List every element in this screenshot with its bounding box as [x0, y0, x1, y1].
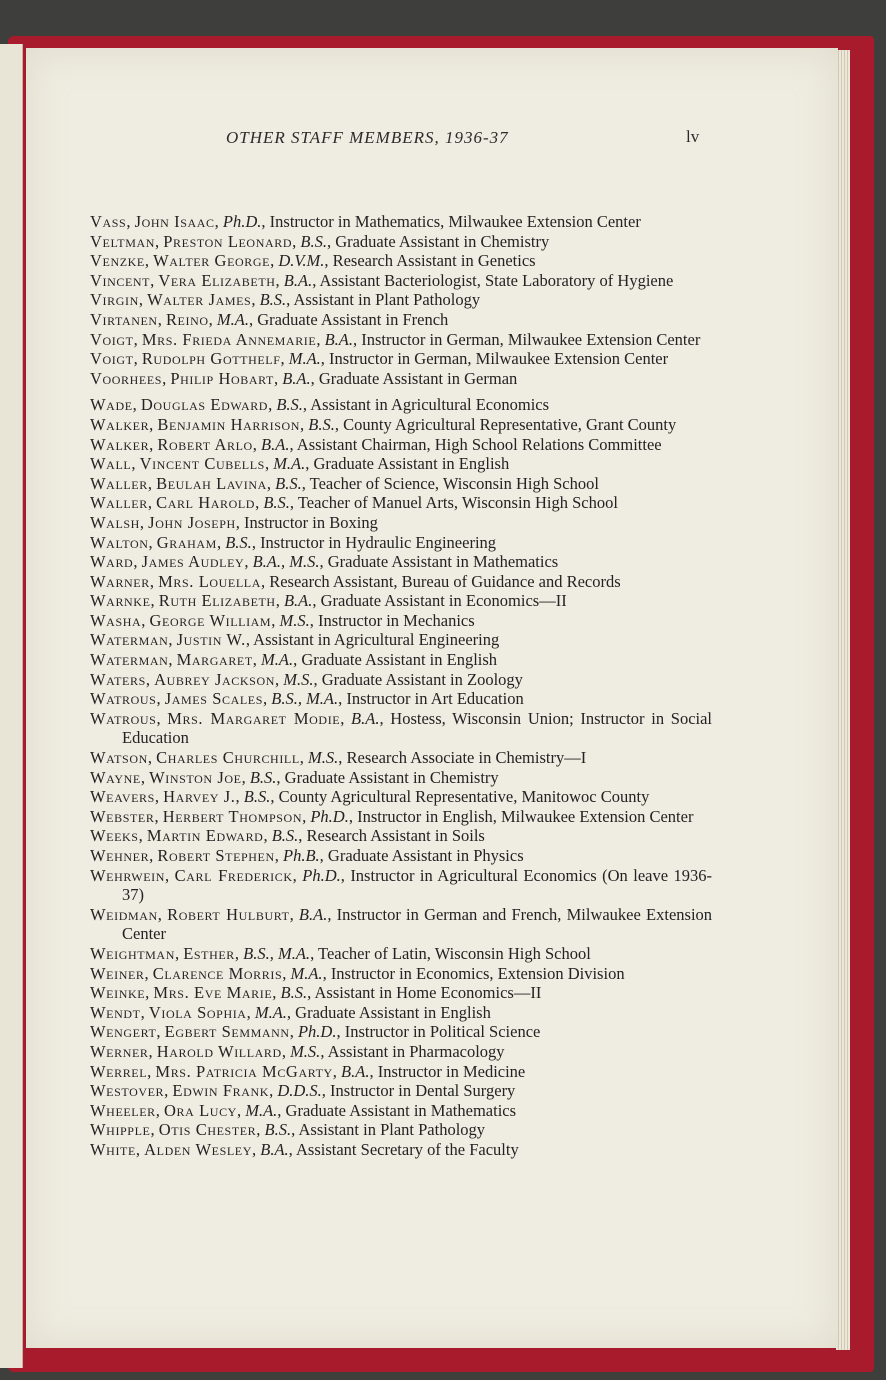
entry-given-names: Walter George: [153, 251, 271, 271]
staff-list: [90, 212, 712, 1160]
staff-entry: Watrous, James Scales, B.S., M.A., Instructor in Art Education: [90, 689, 524, 709]
entry-given-names: Rudolph Gotthelf: [141, 349, 281, 369]
entry-description: Instructor in Political Science: [344, 1022, 541, 1042]
entry-degree: B.S.: [264, 1120, 292, 1140]
entry-description: Assistant in Plant Pathology: [298, 1120, 486, 1140]
entry-description: Graduate Assistant in French: [257, 309, 449, 329]
entry-given-names: Preston Leonard: [163, 231, 293, 251]
entry-given-names: Beulah Lavina: [156, 473, 267, 493]
entry-surname: Watson: [90, 748, 148, 768]
entry-given-names: James Audley: [141, 552, 245, 572]
entry-degree: B.S.: [280, 983, 308, 1003]
staff-entry: Watson, Charles Churchill, M.S., Research Associate in Chemistry—I: [90, 748, 587, 768]
entry-description: Instructor in Medicine: [377, 1061, 526, 1081]
entry-surname: Voigt: [90, 329, 134, 349]
entry-surname: Waterman: [90, 630, 169, 650]
entry-description: Instructor in Agricultural Economics (On leave 1936-37): [122, 865, 712, 905]
entry-given-names: Robert Arlo: [157, 434, 253, 454]
entry-surname: Washa: [90, 610, 142, 630]
entry-degree: B.A.: [261, 434, 290, 454]
entry-description: Graduate Assistant in Chemistry: [284, 767, 499, 787]
staff-entry: Westover, Edwin Frank, D.D.S., Instructor in Dental Surgery: [90, 1081, 516, 1101]
entry-degree: B.S.: [275, 473, 302, 493]
entry-given-names: Mrs. Patricia McGarty: [155, 1061, 333, 1081]
entry-degree: B.A.: [260, 1139, 289, 1159]
entry-given-names: Mrs. Eve Marie: [153, 983, 273, 1003]
entry-degree: Ph.B.: [283, 846, 320, 865]
entry-degree: M.A.: [288, 349, 321, 369]
entry-description: Instructor in Mechanics: [317, 610, 475, 630]
entry-degree: M.A.: [290, 963, 323, 983]
staff-entry: Watrous, Mrs. Margaret Modie, B.A., Hostess, Wisconsin Union; Instructor in Social Education: [90, 708, 713, 748]
entry-given-names: Edwin Frank: [172, 1081, 270, 1101]
entry-surname: Whipple: [90, 1120, 151, 1140]
entry-description: Assistant Secretary of the Faculty: [296, 1139, 519, 1159]
entry-surname: Weavers: [90, 787, 155, 807]
entry-given-names: Harold Willard: [156, 1041, 282, 1061]
entry-degree: B.S.: [300, 231, 327, 251]
entry-given-names: Carl Harold: [156, 493, 256, 513]
entry-surname: Weeks: [90, 826, 139, 846]
page-number: lv: [686, 127, 700, 146]
staff-entry: Wheeler, Ora Lucy, M.A., Graduate Assistant in Mathematics: [90, 1100, 517, 1120]
entry-surname: Weidman: [90, 904, 158, 924]
entry-description: Graduate Assistant in Chemistry: [335, 231, 550, 251]
staff-entry: White, Alden Wesley, B.A., Assistant Secretary of the Faculty: [90, 1139, 519, 1159]
entry-given-names: Walter James: [147, 290, 252, 310]
entry-surname: Ward: [90, 552, 134, 572]
running-header: OTHER STAFF MEMBERS, 1936-37: [226, 128, 509, 147]
entry-surname: Weightman: [90, 943, 175, 963]
entry-description: County Agricultural Representative, Manitowoc County: [278, 787, 650, 807]
staff-entry: Wehrwein, Carl Frederick, Ph.D., Instructor in Agricultural Economics (On leave 1936-37): [90, 865, 712, 905]
entry-description: Research Associate in Chemistry—I: [346, 748, 587, 768]
entry-given-names: Justin W.: [176, 630, 246, 650]
entry-degree: B.A.: [283, 591, 313, 611]
entry-surname: Werner: [90, 1041, 149, 1061]
entry-surname: Warner: [90, 571, 150, 591]
entry-given-names: Winston Joe: [149, 767, 242, 787]
staff-entry: Ward, James Audley, B.A., M.S., Graduate Assistant in Mathematics: [90, 552, 559, 572]
entry-description: Assistant in Agricultural Economics: [310, 395, 550, 415]
entry-surname: Weinke: [90, 983, 146, 1003]
staff-entry: Waters, Aubrey Jackson, M.S., Graduate Assistant in Zoology: [90, 669, 523, 689]
staff-entry: Vass, John Isaac, Ph.D., Instructor in Mathematics, Milwaukee Extension Center: [90, 212, 641, 231]
entry-given-names: Otis Chester: [158, 1120, 257, 1140]
staff-entry: Werner, Harold Willard, M.S., Assistant in Pharmacology: [90, 1041, 505, 1061]
entry-surname: Wehner: [90, 846, 150, 865]
entry-surname: Veltman: [90, 231, 156, 251]
entry-degree: B.S.: [271, 826, 299, 846]
entry-description: Teacher of Manuel Arts, Wisconsin High School: [297, 493, 618, 513]
entry-description: Assistant in Home Economics—II: [314, 983, 542, 1003]
previous-page-edge: [0, 44, 23, 1368]
entry-degree: B.S.: [263, 493, 290, 513]
entry-given-names: Charles Churchill: [156, 748, 300, 768]
staff-entry: Wayne, Winston Joe, B.S., Graduate Assistant in Chemistry: [90, 767, 499, 787]
entry-degree: B.S., M.A.: [243, 943, 311, 963]
entry-given-names: Carl Frederick: [174, 865, 293, 885]
entry-surname: Walker: [90, 414, 150, 434]
staff-entry: Veltman, Preston Leonard, B.S., Graduate Assistant in Chemistry: [90, 231, 550, 251]
entry-description: Graduate Assistant in English: [301, 650, 498, 670]
entry-description: Assistant Chairman, High School Relations Committee: [296, 434, 662, 454]
entry-given-names: Douglas Edward: [140, 395, 269, 415]
entry-given-names: Aubrey Jackson: [154, 669, 275, 689]
staff-entry: Webster, Herbert Thompson, Ph.D., Instructor in English, Milwaukee Extension Center: [90, 806, 694, 826]
entry-given-names: Vincent Cubells: [139, 454, 265, 474]
entry-surname: Wall: [90, 454, 132, 474]
entry-degree: B.S.: [276, 395, 303, 415]
entry-degree: B.A.: [341, 1061, 370, 1081]
entry-description: Graduate Assistant in Physics: [327, 846, 524, 865]
entry-given-names: George William: [149, 610, 272, 630]
entry-degree: M.A.: [216, 309, 249, 329]
staff-entry: Walker, Benjamin Harrison, B.S., County Agricultural Representative, Grant County: [90, 414, 677, 434]
entry-description: Assistant Bacteriologist, State Laboratory of Hygiene: [319, 270, 674, 290]
staff-entry: Virtanen, Reino, M.A., Graduate Assistant in French: [90, 309, 449, 329]
staff-entry: Walton, Graham, B.S., Instructor in Hydraulic Engineering: [90, 532, 497, 552]
entry-surname: Venzke: [90, 251, 145, 271]
entry-description: Graduate Assistant in Mathematics: [327, 552, 559, 572]
staff-entry: Wall, Vincent Cubells, M.A., Graduate Assistant in English: [90, 454, 510, 474]
entry-surname: Virtanen: [90, 309, 158, 329]
entry-degree: B.S.: [308, 414, 335, 434]
entry-degree: Ph.D.: [222, 212, 262, 231]
staff-entry: Weavers, Harvey J., B.S., County Agricultural Representative, Manitowoc County: [90, 787, 650, 807]
entry-surname: Walsh: [90, 512, 140, 532]
entry-degree: B.S.: [243, 787, 271, 807]
staff-entry: Walker, Robert Arlo, B.A., Assistant Chairman, High School Relations Committee: [90, 434, 662, 454]
entry-degree: M.S.: [290, 1041, 321, 1061]
entry-given-names: Egbert Semmann: [164, 1022, 290, 1042]
entry-surname: White: [90, 1139, 136, 1159]
entry-description: Instructor in German and French, Milwaukee Extension Center: [122, 904, 713, 944]
entry-description: Instructor in Mathematics, Milwaukee Extension Center: [269, 212, 641, 231]
entry-surname: Voorhees: [90, 368, 163, 388]
staff-entry: Whipple, Otis Chester, B.S., Assistant in Plant Pathology: [90, 1120, 486, 1140]
staff-entry: Vincent, Vera Elizabeth, B.A., Assistant Bacteriologist, State Laboratory of Hygiene: [90, 270, 674, 290]
entry-given-names: Vera Elizabeth: [158, 270, 276, 290]
staff-entry: Weightman, Esther, B.S., M.A., Teacher of Latin, Wisconsin High School: [90, 943, 591, 963]
entry-description: Graduate Assistant in Zoology: [321, 669, 523, 689]
staff-entry: Waller, Beulah Lavina, B.S., Teacher of Science, Wisconsin High School: [90, 473, 599, 493]
entry-description: Instructor in German, Milwaukee Extension Center: [329, 349, 669, 369]
entry-degree: B.S.: [225, 532, 252, 552]
staff-entry: Wehner, Robert Stephen, Ph.B., Graduate Assistant in Physics: [90, 846, 524, 865]
entry-surname: Westover: [90, 1081, 165, 1101]
entry-description: Graduate Assistant in German: [318, 368, 518, 388]
entry-surname: Watrous: [90, 689, 157, 709]
entry-description: Assistant in Plant Pathology: [293, 290, 481, 310]
entry-degree: B.A., M.S.: [252, 552, 320, 572]
entry-given-names: Mrs. Frieda Annemarie: [141, 329, 317, 349]
entry-surname: Wendt: [90, 1002, 141, 1022]
entry-degree: B.S.: [249, 767, 277, 787]
staff-entry: Wendt, Viola Sophia, M.A., Graduate Assistant in English: [90, 1002, 491, 1022]
staff-entry: Weinke, Mrs. Eve Marie, B.S., Assistant in Home Economics—II: [90, 983, 542, 1003]
entry-degree: D.V.M.: [278, 251, 325, 271]
entry-surname: Waterman: [90, 650, 169, 670]
staff-entry: Venzke, Walter George, D.V.M., Research Assistant in Genetics: [90, 251, 536, 271]
staff-entry: Voigt, Mrs. Frieda Annemarie, B.A., Instructor in German, Milwaukee Extension Center: [90, 329, 701, 349]
staff-entry: Waller, Carl Harold, B.S., Teacher of Manuel Arts, Wisconsin High School: [90, 493, 618, 513]
entry-surname: Waters: [90, 669, 146, 689]
entry-surname: Werrel: [90, 1061, 148, 1081]
entry-given-names: Mrs. Margaret Modie: [167, 708, 341, 728]
entry-surname: Wehrwein: [90, 865, 166, 885]
entry-description: Instructor in English, Milwaukee Extension Center: [357, 806, 694, 826]
entry-surname: Wheeler: [90, 1100, 156, 1120]
entry-given-names: Alden Wesley: [144, 1139, 252, 1159]
entry-given-names: Philip Hobart: [170, 368, 274, 388]
entry-surname: Wayne: [90, 767, 141, 787]
entry-description: Teacher of Science, Wisconsin High School: [309, 473, 599, 493]
staff-entry: Weiner, Clarence Morris, M.A., Instructor in Economics, Extension Division: [90, 963, 625, 983]
staff-entry: Warner, Mrs. Louella, Research Assistant, Bureau of Guidance and Records: [90, 571, 621, 591]
entry-degree: M.S.: [283, 669, 314, 689]
entry-degree: B.S.: [259, 290, 287, 310]
entry-degree: Ph.D.: [310, 806, 349, 826]
entry-given-names: Reino: [165, 309, 209, 329]
staff-entry: Wade, Douglas Edward, B.S., Assistant in Agricultural Economics: [90, 395, 550, 415]
entry-degree: B.A.: [282, 368, 311, 388]
entry-given-names: Martin Edward: [146, 826, 264, 846]
entry-given-names: Mrs. Louella: [158, 571, 261, 591]
staff-entry: Virgin, Walter James, B.S., Assistant in Plant Pathology: [90, 290, 481, 310]
staff-entry: Voigt, Rudolph Gotthelf, M.A., Instructor in German, Milwaukee Extension Center: [90, 349, 669, 369]
entry-description: Assistant in Pharmacology: [327, 1041, 505, 1061]
entry-description: Graduate Assistant in English: [313, 454, 510, 474]
entry-given-names: Herbert Thompson: [162, 806, 303, 826]
entry-degree: B.A.: [324, 329, 353, 349]
staff-entry: Wengert, Egbert Semmann, Ph.D., Instructor in Political Science: [90, 1022, 541, 1042]
entry-given-names: Clarence Morris: [152, 963, 283, 983]
entry-surname: Walker: [90, 434, 150, 454]
staff-entry: Walsh, John Joseph, Instructor in Boxing: [90, 512, 378, 532]
entry-description: Graduate Assistant in English: [295, 1002, 491, 1022]
entry-given-names: Robert Stephen: [157, 846, 275, 865]
entry-given-names: James Scales: [164, 689, 263, 709]
entry-degree: D.D.S.: [277, 1081, 322, 1101]
entry-degree: M.A.: [245, 1100, 278, 1120]
staff-entry: Warnke, Ruth Elizabeth, B.A., Graduate Assistant in Economics—II: [90, 591, 567, 611]
entry-description: Instructor in German, Milwaukee Extension Center: [361, 329, 701, 349]
entry-degree: M.S.: [279, 610, 310, 630]
entry-surname: Virgin: [90, 290, 139, 310]
entry-description: Hostess, Wisconsin Union; Instructor in Social Education: [122, 708, 713, 748]
entry-description: Research Assistant in Soils: [306, 826, 485, 846]
entry-given-names: Benjamin Harrison: [157, 414, 301, 434]
entry-surname: Waller: [90, 493, 148, 513]
entry-given-names: Ruth Elizabeth: [158, 591, 276, 611]
staff-entry: Waterman, Margaret, M.A., Graduate Assistant in English: [90, 650, 498, 670]
entry-surname: Vincent: [90, 270, 151, 290]
entry-given-names: Ora Lucy: [164, 1100, 237, 1120]
entry-description: Teacher of Latin, Wisconsin High School: [318, 943, 591, 963]
entry-surname: Weiner: [90, 963, 145, 983]
entry-degree: B.A.: [283, 270, 313, 290]
entry-given-names: Viola Sophia: [148, 1002, 247, 1022]
staff-entry: Weidman, Robert Hulburt, B.A., Instructor in German and French, Milwaukee Extension Center: [90, 904, 713, 944]
entry-degree: M.S.: [308, 748, 339, 768]
entry-given-names: Robert Hulburt: [167, 904, 290, 924]
staff-entry: Weeks, Martin Edward, B.S., Research Assistant in Soils: [90, 826, 485, 846]
entry-degree: M.A.: [261, 650, 294, 670]
staff-entry: Voorhees, Philip Hobart, B.A., Graduate Assistant in German: [90, 368, 518, 388]
entry-description: Instructor in Dental Surgery: [330, 1081, 516, 1101]
entry-description: Instructor in Economics, Extension Division: [330, 963, 625, 983]
entry-description: County Agricultural Representative, Grant County: [343, 414, 677, 434]
entry-degree: M.A.: [254, 1002, 287, 1022]
staff-entry: Waterman, Justin W., Assistant in Agricultural Engineering: [90, 630, 500, 650]
entry-surname: Vass: [90, 212, 127, 231]
entry-surname: Warnke: [90, 591, 151, 611]
entry-degree: M.A.: [273, 454, 306, 474]
entry-surname: Watrous: [90, 708, 157, 728]
entry-surname: Voigt: [90, 349, 134, 369]
entry-surname: Waller: [90, 473, 148, 493]
entry-description: Graduate Assistant in Economics—II: [320, 591, 567, 611]
entry-description: Instructor in Hydraulic Engineering: [260, 532, 497, 552]
entry-description: Assistant in Agricultural Engineering: [253, 630, 500, 650]
entry-description: Instructor in Art Education: [346, 689, 524, 709]
entry-description: Research Assistant, Bureau of Guidance and Records: [269, 571, 621, 591]
entry-given-names: Graham: [156, 532, 217, 552]
page-edges: [836, 50, 850, 1350]
entry-surname: Walton: [90, 532, 149, 552]
entry-given-names: John Isaac: [134, 212, 215, 231]
entry-surname: Wade: [90, 395, 133, 415]
entry-degree: B.S., M.A.: [271, 689, 339, 709]
entry-given-names: Esther: [183, 943, 235, 963]
entry-degree: B.A.: [351, 708, 380, 728]
entry-given-names: John Joseph: [148, 512, 236, 532]
entry-description: Research Assistant in Genetics: [332, 251, 536, 271]
entry-given-names: Harvey J.: [163, 787, 236, 807]
staff-entry: Werrel, Mrs. Patricia McGarty, B.A., Instructor in Medicine: [90, 1061, 526, 1081]
entry-degree: Ph.D.: [302, 865, 341, 885]
entry-degree: Ph.D.: [297, 1022, 337, 1042]
entry-description: Graduate Assistant in Mathematics: [285, 1100, 517, 1120]
entry-surname: Wengert: [90, 1022, 157, 1042]
entry-given-names: Margaret: [176, 650, 253, 670]
entry-surname: Webster: [90, 806, 155, 826]
entry-degree: B.A.: [298, 904, 328, 924]
staff-entry: Washa, George William, M.S., Instructor in Mechanics: [90, 610, 475, 630]
entry-description: Instructor in Boxing: [244, 512, 378, 532]
